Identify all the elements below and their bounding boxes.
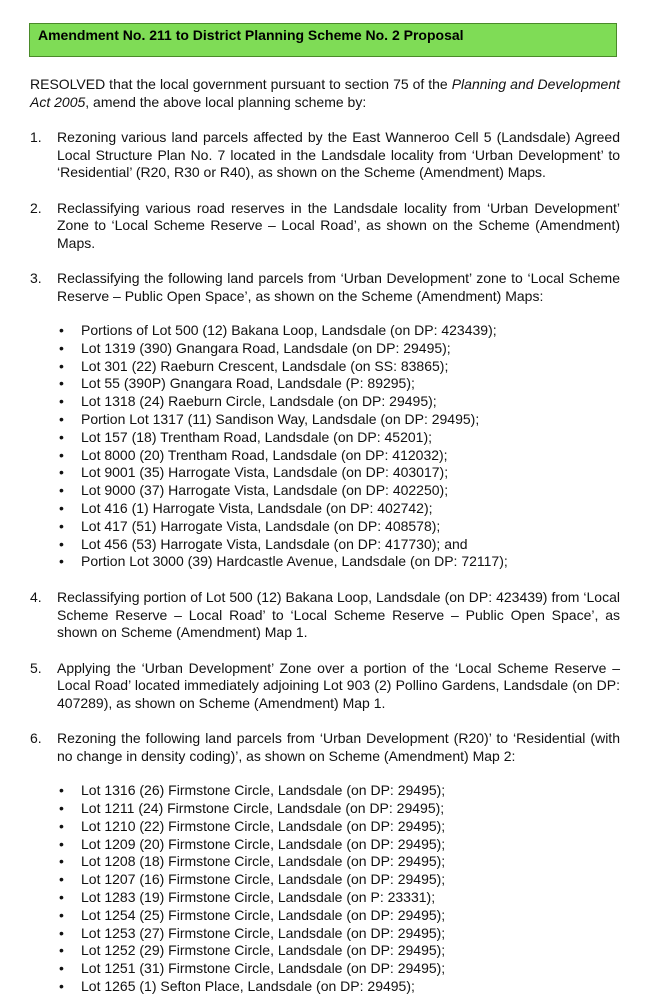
item-text: Rezoning various land parcels affected by the East Wanneroo Cell 5 (Landsdale) Agreed Local Structure Plan No. 7 located in the Landsdale locality from ‘Urban Development’ to ‘Residential’ (R20, R30 or R40), as shown on the Scheme (Amendment) Maps.: [57, 129, 620, 180]
parcel-list-item: • Lot 1318 (24) Raeburn Circle, Landsdale (on DP: 29495);: [57, 393, 620, 411]
parcel-list-item: • Lot 1211 (24) Firmstone Circle, Landsdale (on DP: 29495);: [57, 800, 620, 818]
parcel-list-item: • Lot 1210 (22) Firmstone Circle, Landsdale (on DP: 29495);: [57, 818, 620, 836]
document-body: [30, 76, 620, 996]
parcel-list-item: • Lot 8000 (20) Trentham Road, Landsdale (on DP: 412032);: [57, 447, 620, 465]
item-text: Reclassifying portion of Lot 500 (12) Bakana Loop, Landsdale (on DP: 423439) from ‘Local Scheme Reserve – Local Road’ to ‘Local Scheme Reserve – Public Open Space’, as shown on Scheme (Amendment) Map 1.: [57, 589, 620, 641]
item-number: 2.: [30, 199, 42, 216]
item-number: 1.: [30, 129, 42, 145]
amendment-item: [30, 589, 620, 642]
resolution-suffix: , amend the above local planning scheme by:: [85, 93, 367, 110]
resolution-prefix: RESOLVED that the local government pursuant to section 75 of the: [30, 76, 452, 92]
parcel-list-item: • Portion Lot 3000 (39) Hardcastle Avenue, Landsdale (on DP: 72117);: [57, 553, 620, 571]
parcel-list-item: • Lot 157 (18) Trentham Road, Landsdale (on DP: 45201);: [57, 429, 620, 447]
parcel-list-item: • Lot 1252 (29) Firmstone Circle, Landsdale (on DP: 29495);: [57, 942, 620, 960]
amendment-item: [30, 660, 620, 713]
parcel-list-item: • Lot 9001 (35) Harrogate Vista, Landsdale (on DP: 403017);: [57, 464, 620, 482]
parcel-list-item: • Portion Lot 1317 (11) Sandison Way, Landsdale (on DP: 29495);: [57, 411, 620, 429]
amendment-title-banner: [29, 23, 617, 57]
parcel-list: [57, 322, 620, 571]
amendment-items-list: [30, 129, 620, 996]
parcel-list-item: • Lot 1254 (25) Firmstone Circle, Landsdale (on DP: 29495);: [57, 907, 620, 925]
parcel-list-item: • Lot 55 (390P) Gnangara Road, Landsdale (P: 89295);: [57, 375, 620, 393]
parcel-list-item: • Lot 1253 (27) Firmstone Circle, Landsdale (on DP: 29495);: [57, 925, 620, 943]
act-name: Planning and Development Act 2005: [30, 76, 620, 110]
item-text: Rezoning the following land parcels from ‘Urban Development (R20)’ to ‘Residential (with no change in density coding)’, as shown on Scheme (Amendment) Map 2:: [57, 730, 620, 764]
parcel-list-item: • Lot 9000 (37) Harrogate Vista, Landsdale (on DP: 402250);: [57, 482, 620, 500]
parcel-list-item: • Lot 456 (53) Harrogate Vista, Landsdale (on DP: 417730); and: [57, 536, 620, 554]
item-text: Applying the ‘Urban Development’ Zone over a portion of the ‘Local Scheme Reserve – Local Road’ located immediately adjoining Lot 903 (2) Pollino Gardens, Landsdale (on DP: 407289), as shown on Scheme (Amendment) Map 1.: [57, 659, 620, 711]
item-text: Reclassifying various road reserves in the Landsdale locality from ‘Urban Development’ Zone to ‘Local Scheme Reserve – Local Road’, as shown on the Scheme (Amendment) Maps.: [57, 199, 620, 251]
parcel-list: [57, 782, 620, 996]
item-number: 5.: [30, 659, 42, 676]
item-text: Reclassifying the following land parcels from ‘Urban Development’ zone to ‘Local Scheme Reserve – Public Open Space’, as shown on the Scheme (Amendment) Maps:: [57, 270, 620, 304]
item-number: 6.: [30, 730, 42, 747]
amendment-title: Amendment No. 211 to District Planning Scheme No. 2 Proposal: [38, 27, 464, 43]
parcel-list-item: • Lot 1207 (16) Firmstone Circle, Landsdale (on DP: 29495);: [57, 871, 620, 889]
parcel-list-item: • Portions of Lot 500 (12) Bakana Loop, Landsdale (on DP: 423439);: [57, 322, 620, 340]
amendment-item: [30, 730, 620, 996]
parcel-list-item: • Lot 1283 (19) Firmstone Circle, Landsdale (on P: 23331);: [57, 889, 620, 907]
amendment-item: [30, 200, 620, 253]
parcel-list-item: • Lot 416 (1) Harrogate Vista, Landsdale (on DP: 402742);: [57, 500, 620, 518]
parcel-list-item: • Lot 1316 (26) Firmstone Circle, Landsdale (on DP: 29495);: [57, 782, 620, 800]
item-number: 3.: [30, 270, 42, 286]
amendment-item: [30, 270, 620, 571]
parcel-list-item: • Lot 1208 (18) Firmstone Circle, Landsdale (on DP: 29495);: [57, 853, 620, 871]
item-number: 4.: [30, 589, 42, 606]
parcel-list-item: • Lot 1319 (390) Gnangara Road, Landsdale (on DP: 29495);: [57, 340, 620, 358]
parcel-list-item: • Lot 301 (22) Raeburn Crescent, Landsdale (on SS: 83865);: [57, 358, 620, 376]
parcel-list-item: • Lot 1251 (31) Firmstone Circle, Landsdale (on DP: 29495);: [57, 960, 620, 978]
parcel-list-item: • Lot 417 (51) Harrogate Vista, Landsdale (on DP: 408578);: [57, 518, 620, 536]
resolution-paragraph: [30, 76, 620, 111]
parcel-list-item: • Lot 1209 (20) Firmstone Circle, Landsdale (on DP: 29495);: [57, 836, 620, 854]
parcel-list-item: • Lot 1265 (1) Sefton Place, Landsdale (on DP: 29495);: [57, 978, 620, 996]
amendment-item: [30, 129, 620, 182]
